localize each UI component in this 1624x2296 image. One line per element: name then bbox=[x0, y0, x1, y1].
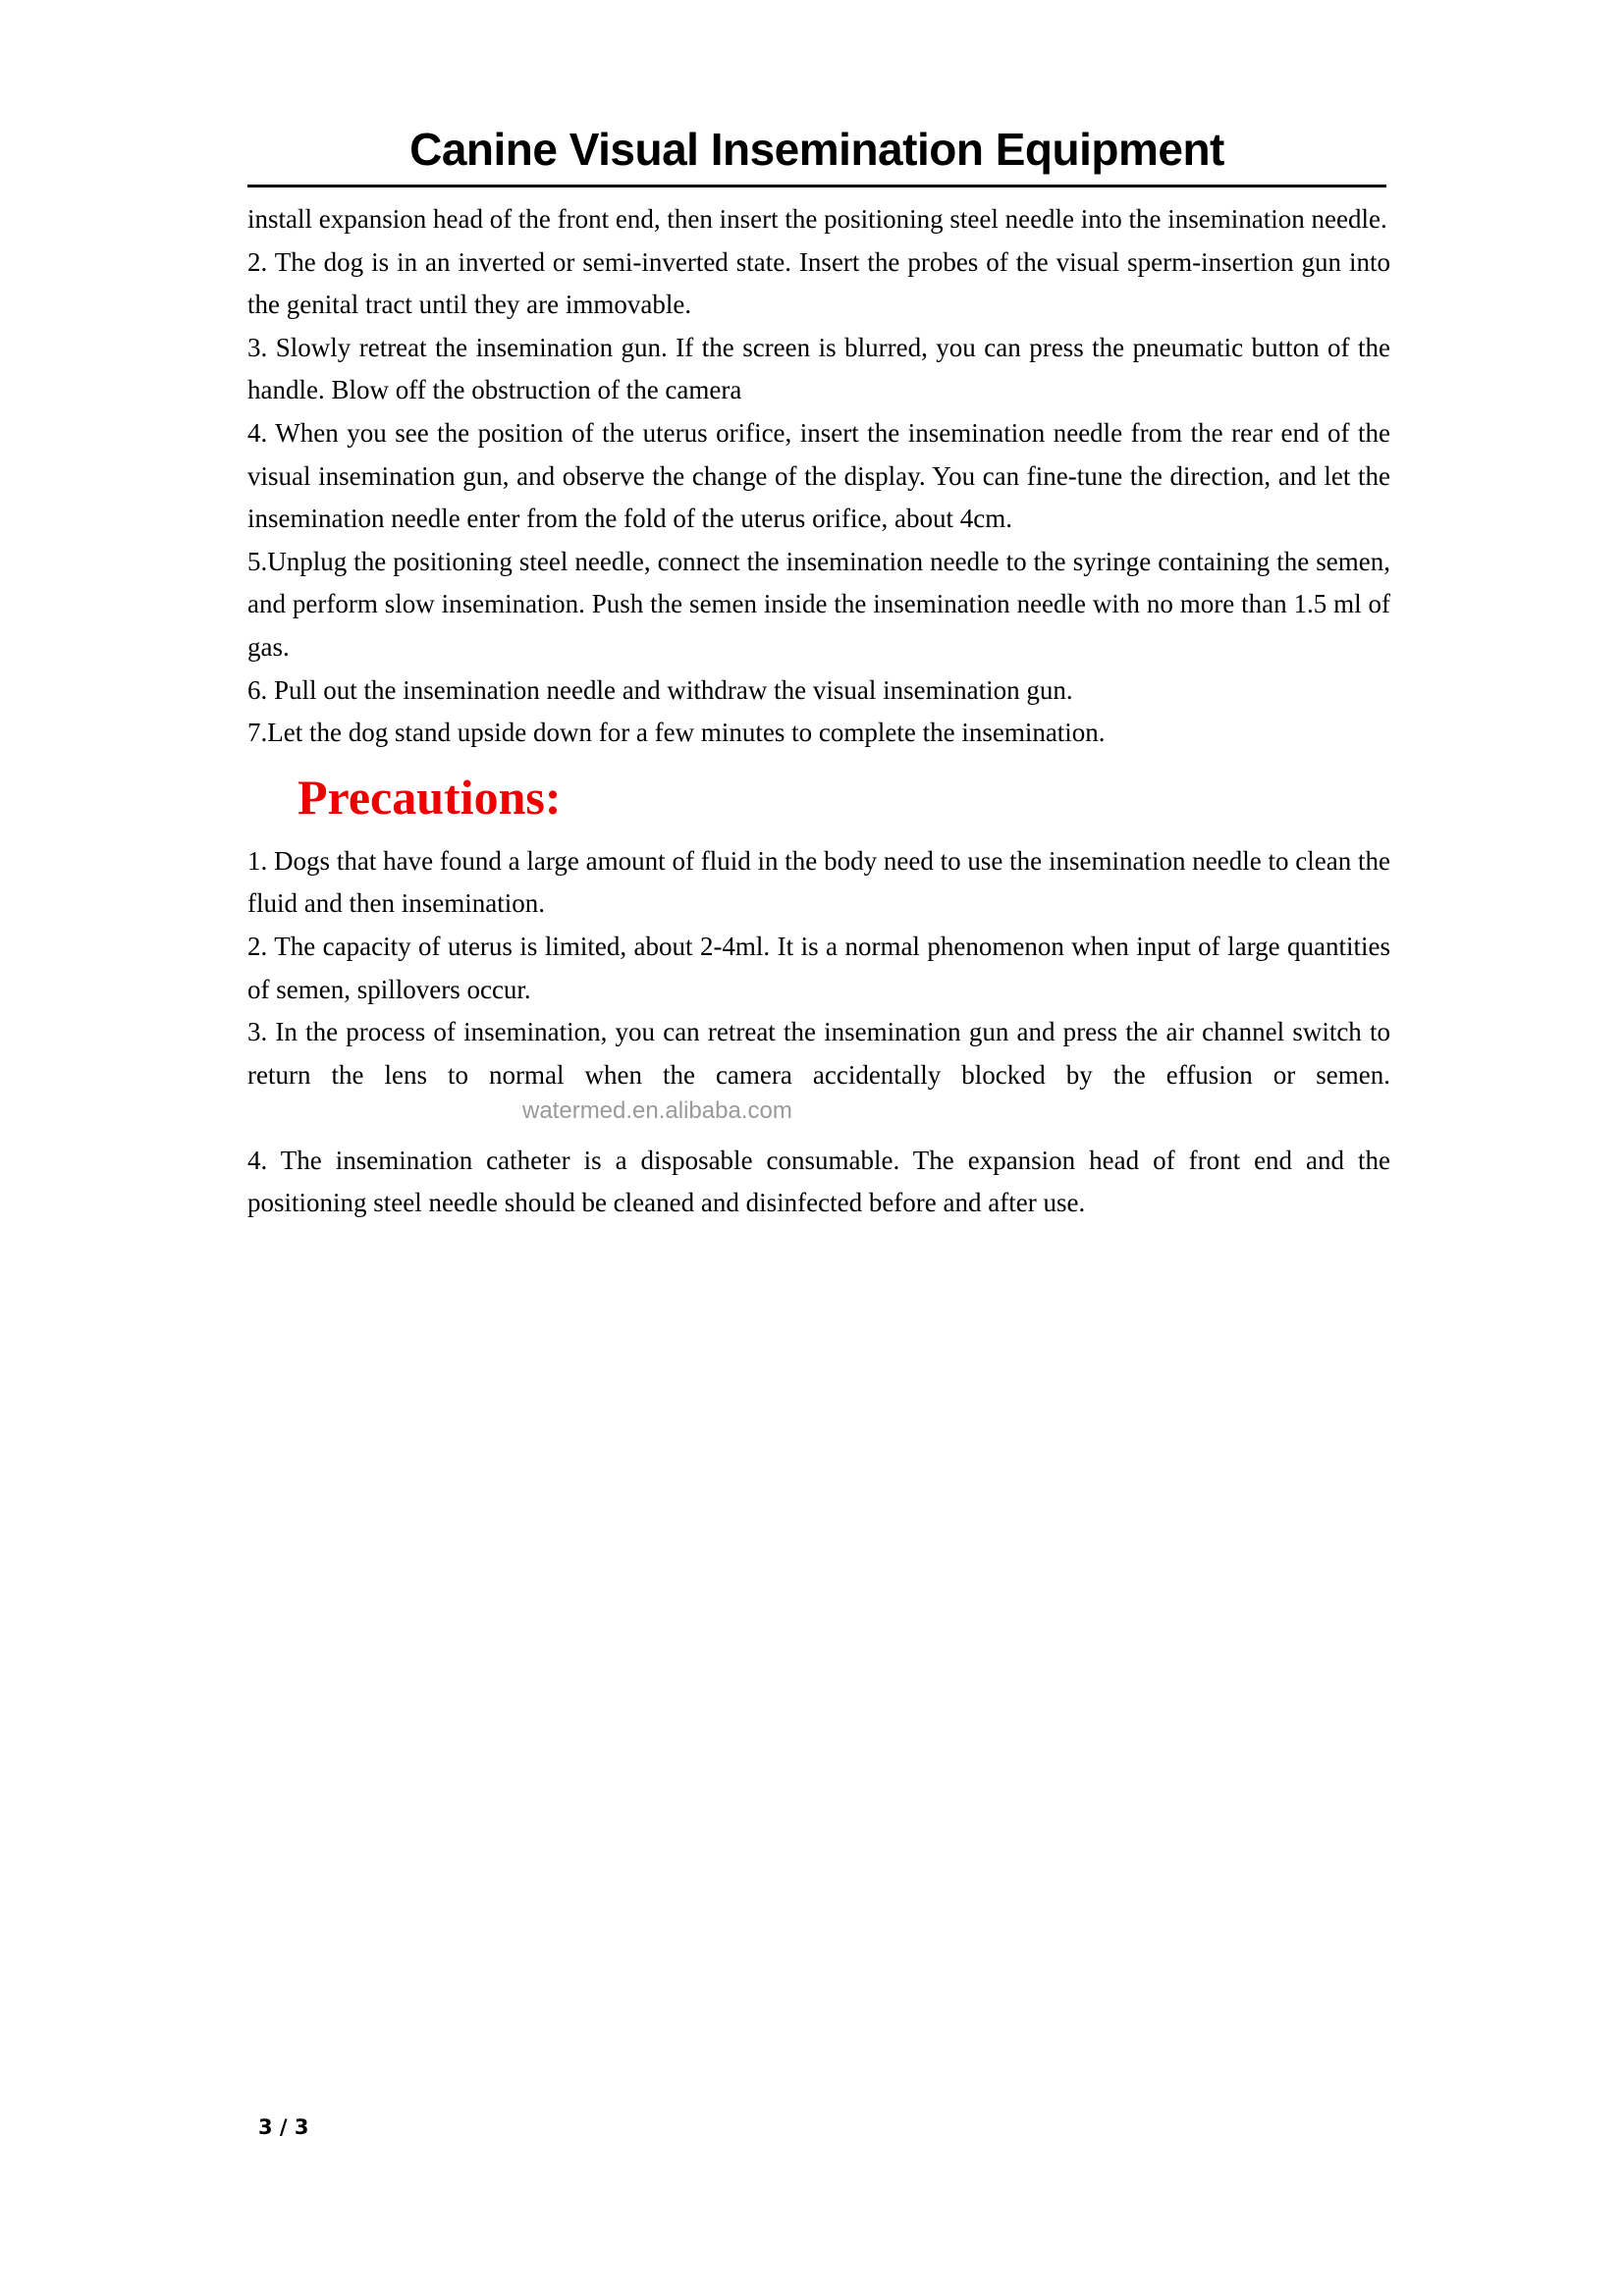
watermark: watermed.en.alibaba.com bbox=[522, 1097, 792, 1125]
page-title: Canine Visual Insemination Equipment bbox=[409, 124, 1224, 175]
precaution-item: 1. Dogs that have found a large amount of fluid in the body need to use the insemination needle to clean the fluid and then insemination. bbox=[247, 845, 1390, 919]
precautions-heading: Precautions: bbox=[298, 769, 562, 825]
step-paragraph: 7.Let the dog stand upside down for a few minutes to complete the insemination. bbox=[247, 718, 1106, 748]
precaution-item: 4. The insemination catheter is a disposable consumable. The expansion head of front end and the positioning steel needle should be cleaned and disinfected before and after use. bbox=[247, 1145, 1390, 1218]
step-paragraph: 3. Slowly retreat the insemination gun. If the screen is blurred, you can press the pneumatic button of the handle. Blow off the obstruction of the camera bbox=[247, 332, 1390, 405]
step-paragraph: 4. When you see the position of the uterus orifice, insert the insemination needle from the rear end of the visual insemination gun, and observe the change of the display. You can fine-tune the direction, and let the insemination needle enter from the fold of the uterus orifice, about 4cm. bbox=[247, 417, 1390, 534]
title-divider bbox=[247, 185, 1386, 187]
page-number: 3 / 3 bbox=[258, 2115, 309, 2139]
precaution-item: 2. The capacity of uterus is limited, about 2-4ml. It is a normal phenomenon when input of large quantities of semen, spillovers occur. bbox=[247, 931, 1390, 1004]
precaution-item-text: 3. In the process of insemination, you can retreat the insemination gun and press the air channel switch to return the lens to normal when the camera accidentally blocked by the effusion or semen. bbox=[247, 1017, 1390, 1090]
step-paragraph: 6. Pull out the insemination needle and withdraw the visual insemination gun. bbox=[247, 674, 1073, 705]
step-paragraph: install expansion head of the front end, then insert the positioning steel needle into the insemination needle. bbox=[247, 204, 1387, 234]
step-paragraph: 2. The dog is in an inverted or semi-inverted state. Insert the probes of the visual sperm-insertion gun into the genital tract until they are immovable. bbox=[247, 246, 1390, 320]
step-paragraph: 5.Unplug the positioning steel needle, connect the insemination needle to the syringe containing the semen, and perform slow insemination. Push the semen inside the insemination needle with no more than 1.5 ml of gas. bbox=[247, 546, 1390, 662]
precautions-list bbox=[247, 840, 1390, 1225]
precaution-item bbox=[247, 1011, 1390, 1140]
document-body bbox=[247, 198, 1390, 1225]
procedure-steps bbox=[247, 198, 1390, 755]
